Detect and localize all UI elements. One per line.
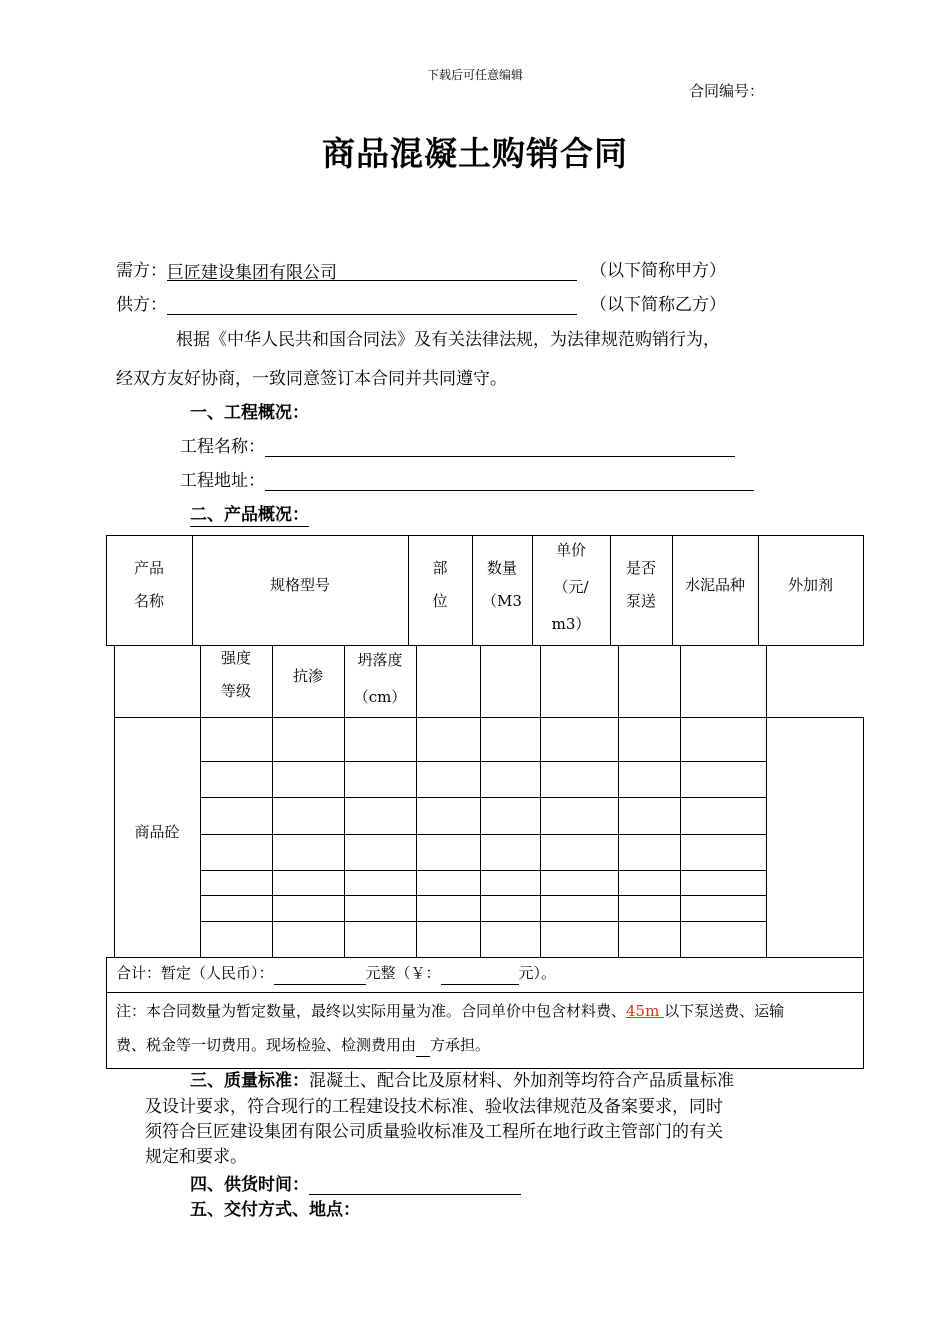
table-border (200, 870, 766, 871)
note-part-2: 以下泵送费、运输 (664, 1002, 785, 1020)
note-line-2 (116, 1033, 490, 1057)
note-line-2-b: 方承担。 (430, 1036, 491, 1054)
note-line-2-a: 费、税金等一切费用。现场检验、检测费用由 (116, 1036, 417, 1054)
subhead-strength-grade (200, 642, 272, 708)
table-border (114, 645, 115, 957)
total-mid: 元整（￥： (365, 964, 441, 982)
section-3-text-2: 及设计要求，符合现行的工程建设技术标准、验收法律规范及备案要求，同时 (145, 1097, 723, 1117)
table-border (863, 957, 864, 1068)
note-line-1 (116, 999, 784, 1023)
section-2-title-text: 二、产品概况： (190, 505, 309, 525)
note-highlight: 45m (626, 1002, 665, 1020)
buyer-name: 巨匠建设集团有限公司 (167, 263, 337, 283)
section-3-text-1: 混凝土、配合比及原材料、外加剂等均符合产品质量标准 (309, 1071, 734, 1091)
table-border (106, 535, 864, 536)
head-unit-price (532, 532, 610, 643)
project-name-label: 工程名称： (180, 437, 265, 457)
head-unit-price-1: 单价 (555, 541, 586, 559)
head-pumped-1: 是否 (625, 559, 656, 577)
watermark-text: 下载后可任意编辑 (426, 68, 523, 82)
head-pumped-2: 泵送 (625, 592, 656, 610)
section-3-line-1 (190, 1070, 734, 1092)
head-unit-price-2: （元/ (553, 578, 589, 596)
project-address-line (180, 466, 754, 491)
seller-suffix: （以下简称乙方） (590, 295, 726, 315)
table-border (200, 895, 766, 896)
table-border (200, 834, 766, 835)
total-prefix: 合计：暂定（人民币）： (116, 964, 274, 982)
head-admixture: 外加剂 (787, 576, 833, 594)
table-border (766, 645, 767, 957)
buyer-label: 需方： (116, 261, 167, 281)
buyer-suffix: （以下简称甲方） (590, 261, 726, 281)
buyer-line (116, 256, 577, 281)
intro-line-1: 根据《中华人民共和国合同法》及有关法律法规，为法律规范购销行为， (176, 330, 720, 350)
head-part-2: 位 (432, 592, 448, 610)
table-border (416, 645, 417, 957)
table-border (114, 717, 863, 718)
table-border (480, 645, 481, 957)
section-4-line (190, 1170, 521, 1195)
project-address-label: 工程地址： (180, 471, 265, 491)
total-row (116, 961, 556, 985)
total-yen-field[interactable] (441, 966, 519, 985)
document-title: 商品混凝土购销合同 (322, 134, 628, 173)
subhead-strength-1: 强度 (220, 649, 251, 667)
table-border (200, 921, 766, 922)
project-name-field[interactable] (265, 434, 735, 457)
intro-line-2: 经双方友好协商，一致同意签订本合同并共同遵守。 (116, 369, 507, 389)
table-border (200, 797, 766, 798)
table-border (106, 1068, 864, 1069)
table-border (863, 717, 864, 957)
seller-line (116, 290, 577, 315)
table-border (540, 645, 541, 957)
section-1-title: 一、工程概况： (190, 403, 309, 423)
subhead-slump-2: （cm） (353, 688, 407, 706)
section-3-text-4: 规定和要求。 (145, 1147, 247, 1167)
head-quantity-2: （M3 (482, 592, 522, 610)
buyer-name-field[interactable] (167, 258, 577, 281)
project-name-line (180, 432, 735, 457)
table-border (680, 645, 681, 957)
section-3-text-3: 须符合巨匠建设集团有限公司质量验收标准及工程所在地行政主管部门的有关 (145, 1122, 723, 1142)
table-border (106, 957, 864, 958)
note-part-1: 注：本合同数量为暂定数量，最终以实际用量为准。合同单价中包含材料费、 (116, 1002, 627, 1020)
project-address-field[interactable] (265, 468, 754, 491)
table-border (106, 957, 107, 1068)
head-quantity-1: 数量 (486, 559, 517, 577)
head-unit-price-3: m3） (551, 615, 591, 633)
seller-name-field[interactable] (167, 292, 577, 315)
section-2-title (190, 500, 309, 525)
head-pumped (610, 552, 672, 618)
supply-time-field[interactable] (309, 1174, 521, 1195)
subhead-impermeability: 抗渗 (292, 667, 323, 685)
table-border (200, 761, 766, 762)
head-quantity (472, 552, 532, 618)
table-border (863, 535, 864, 645)
total-rmb-field[interactable] (274, 966, 366, 985)
section-3-title: 三、质量标准： (190, 1071, 309, 1091)
table-border (106, 992, 864, 993)
section-5-title: 五、交付方式、地点： (190, 1200, 360, 1220)
subhead-slump (344, 642, 416, 716)
head-product-name-2: 名称 (133, 592, 164, 610)
subhead-strength-2: 等级 (220, 682, 251, 700)
head-product-name (106, 552, 192, 618)
head-part (408, 552, 472, 618)
head-product-name-1: 产品 (133, 559, 164, 577)
subhead-slump-1: 坍落度 (357, 651, 403, 669)
contract-number-label: 合同编号： (689, 82, 765, 100)
head-part-1: 部 (432, 559, 448, 577)
table-border (618, 645, 619, 957)
head-spec: 规格型号 (269, 576, 330, 594)
inspection-party-field[interactable] (416, 1038, 430, 1057)
head-cement-type: 水泥品种 (684, 576, 745, 594)
seller-label: 供方： (116, 295, 167, 315)
total-suffix: 元）。 (518, 964, 557, 982)
section-4-title: 四、供货时间： (190, 1175, 309, 1195)
product-row-label: 商品砼 (134, 823, 180, 841)
